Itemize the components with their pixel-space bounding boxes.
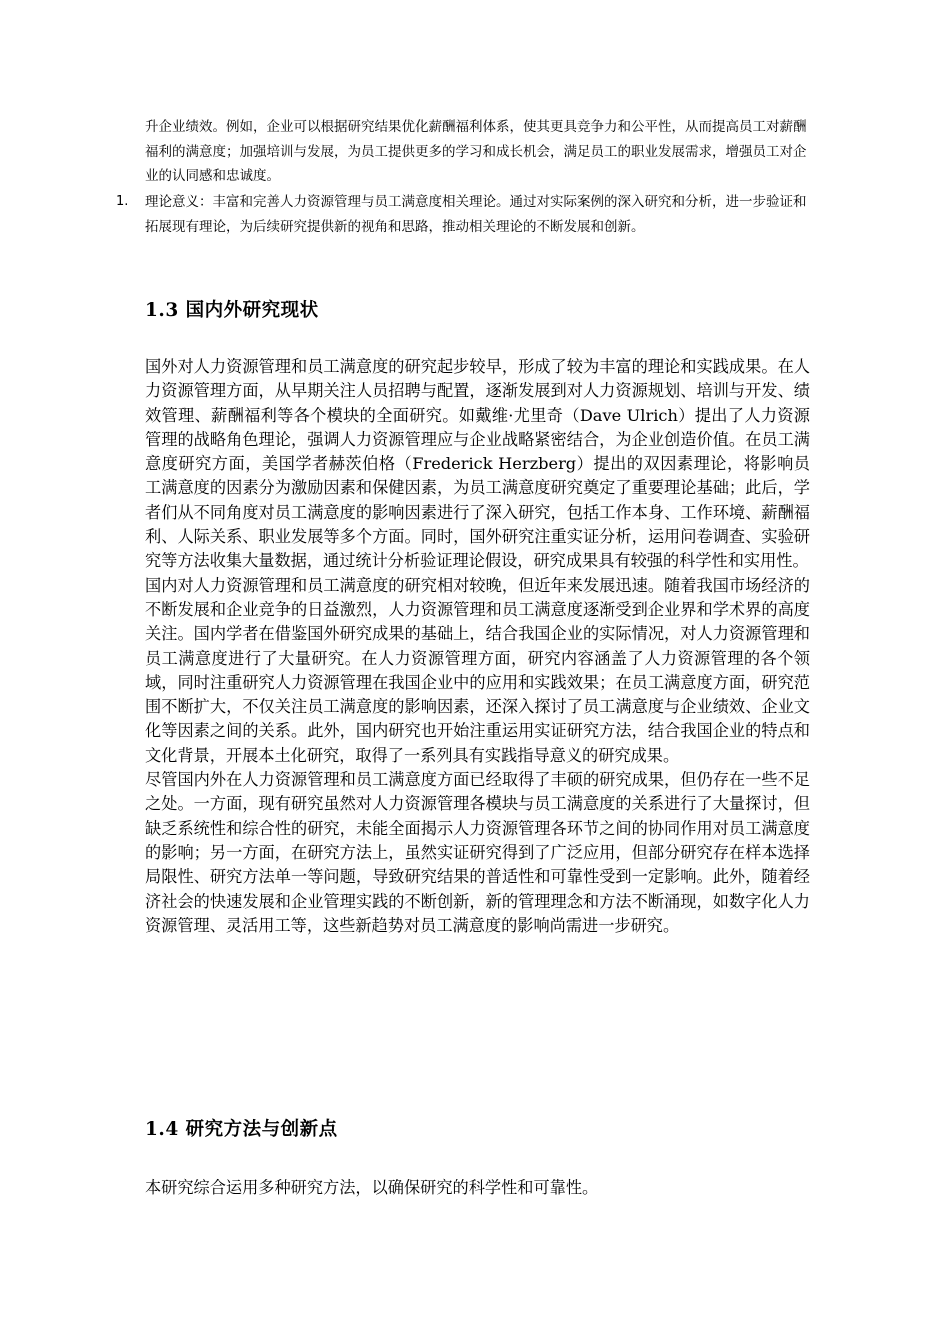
section-1-3-body (145, 355, 810, 938)
continued-paragraph: 升企业绩效。例如，企业可以根据研究结果优化薪酬福利体系，使其更具竞争力和公平性，从而提高员工对薪酬福利的满意度；加强培训与发展，为员工提供更多的学习和成长机会，满足员工的职业发展需求，增强员工对企业的认同感和忠诚度。 (145, 119, 807, 184)
paragraph-methods-intro: 本研究综合运用多种研究方法，以确保研究的科学性和可靠性。 (145, 1178, 599, 1197)
list-item-text: ：丰富和完善人力资源管理与员工满意度相关理论。通过对实际案例的深入研究和分析，进一步验证和拓展现有理论，为后续研究提供新的视角和思路，推动相关理论的不断发展和创新。 (145, 194, 807, 235)
section-heading-1-4: 1.4 研究方法与创新点 (145, 1119, 338, 1140)
significance-list (116, 190, 810, 239)
paragraph-research-gaps: 尽管国内外在人力资源管理和员工满意度方面已经取得了丰硕的研究成果，但仍存在一些不足之处。一方面，现有研究虽然对人力资源管理各模块与员工满意度的关系进行了大量探讨，但缺乏系统性和综合性的研究，未能全面揭示人力资源管理各环节之间的协同作用对员工满意度的影响；另一方面，在研究方法上，虽然实证研究得到了广泛应用，但部分研究存在样本选择局限性、研究方法单一等问题，导致研究结果的普适性和可靠性受到一定影响。此外，随着经济社会的快速发展和企业管理实践的不断创新，新的管理理念和方法不断涌现，如数字化人力资源管理、灵活用工等，这些新趋势对员工满意度的影响尚需进一步研究。 (145, 770, 810, 935)
list-item (116, 190, 810, 239)
paragraph-foreign-research: 国外对人力资源管理和员工满意度的研究起步较早，形成了较为丰富的理论和实践成果。在人力资源管理方面，从早期关注人员招聘与配置，逐渐发展到对人力资源规划、培训与开发、绩效管理、薪酬福利等各个模块的全面研究。如戴维·尤里奇（Dave Ulrich）提出了人力资源管理的战略角色理论，强调人力资源管理应与企业战略紧密结合，为企业创造价值。在员工满意度研究方面，美国学者赫茨伯格（Frederick Herzberg）提出的双因素理论，将影响员工满意度的因素分为激励因素和保健因素，为员工满意度研究奠定了重要理论基础；此后，学者们从不同角度对员工满意度的影响因素进行了深入研究，包括工作本身、工作环境、薪酬福利、人际关系、职业发展等多个方面。同时，国外研究注重实证分析，运用问卷调查、实验研究等方法收集大量数据，通过统计分析验证理论假设，研究成果具有较强的科学性和实用性。 (145, 357, 810, 571)
list-number: 1. (116, 194, 129, 209)
section-heading-1-3: 1.3 国内外研究现状 (145, 300, 319, 321)
section-1-4-body (145, 1176, 810, 1200)
paragraph-domestic-research: 国内对人力资源管理和员工满意度的研究相对较晚，但近年来发展迅速。随着我国市场经济的不断发展和企业竞争的日益激烈，人力资源管理和员工满意度逐渐受到企业界和学术界的高度关注。国内学者在借鉴国外研究成果的基础上，结合我国企业的实际情况，对人力资源管理和员工满意度进行了大量研究。在人力资源管理方面，研究内容涵盖了人力资源管理的各个领域，同时注重研究人力资源管理在我国企业中的应用和实践效果；在员工满意度方面，研究范围不断扩大，不仅关注员工满意度的影响因素，还深入探讨了员工满意度与企业绩效、企业文化等因素之间的关系。此外，国内研究也开始注重运用实证研究方法，结合我国企业的特点和文化背景，开展本土化研究，取得了一系列具有实践指导意义的研究成果。 (145, 575, 810, 765)
list-item-term: 理论意义 (145, 194, 199, 210)
